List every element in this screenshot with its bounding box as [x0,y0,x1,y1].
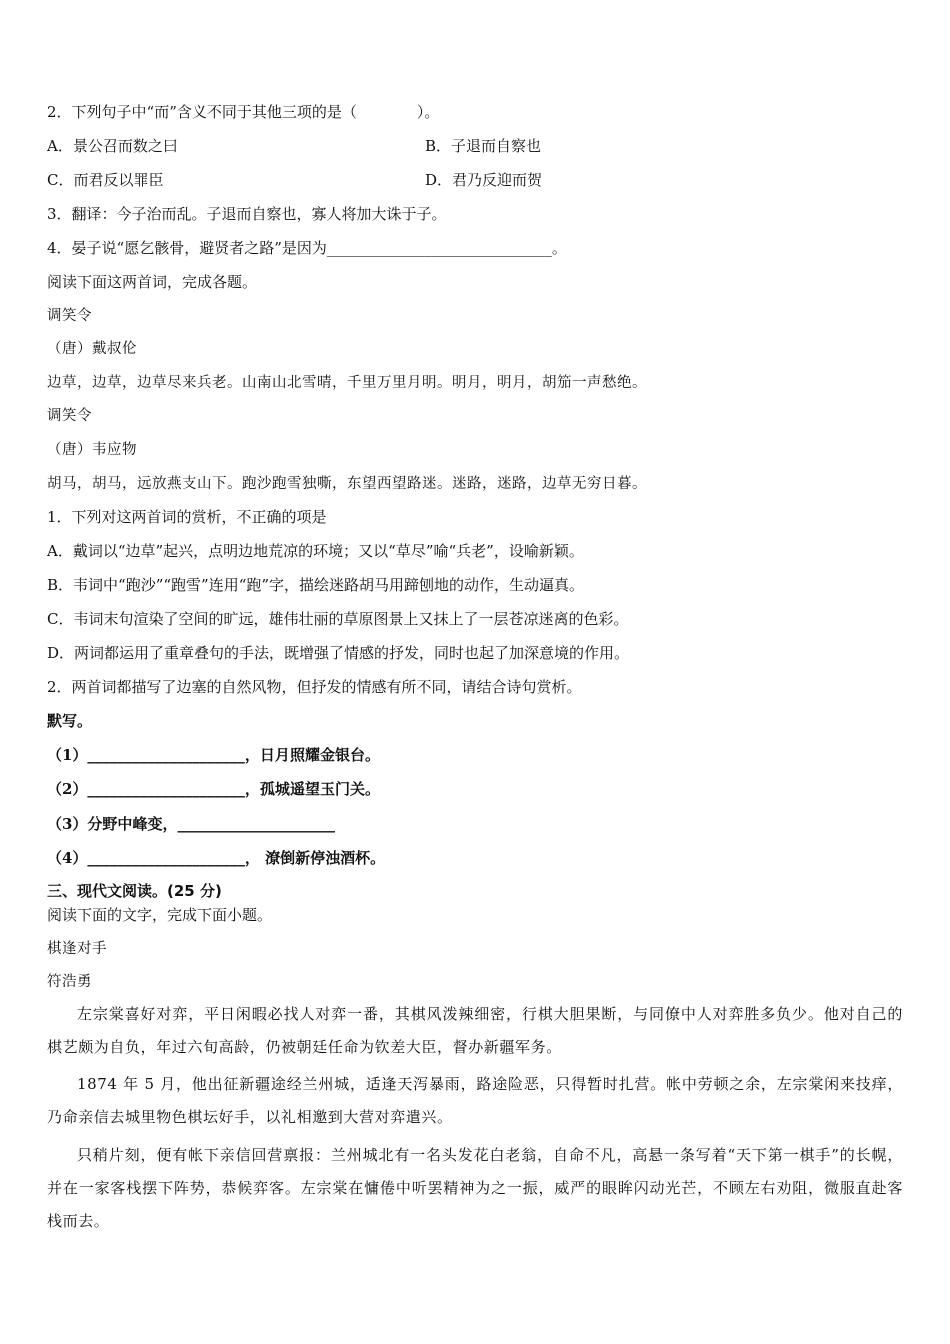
poem-option-b: B．韦词中“跑沙”“跑雪”连用“跑”字，描绘迷路胡马用蹄刨地的动作，生动逼真。 [47,576,585,594]
story-author: 符浩勇 [47,974,92,990]
dictation-item-3: （3）分野中峰变，_____________________ [47,815,335,833]
option-a: A．景公召而数之曰 [47,137,178,155]
story-paragraph-2: 1874 年 5 月，他出征新疆途经兰州城，适逢天泻暴雨，路途险恶，只得暂时扎营。帐中劳顿之余，左宗棠闲来技痒，乃命亲信去城里物色棋坛好手，以礼相邀到大营对弈遣兴。 [47,1075,903,1126]
poem1-title: 调笑令 [47,308,92,324]
dictation-item-2: （2）_____________________，孤城遥望玉门关。 [47,780,380,798]
option-d: D．君乃反迎而贺 [425,171,543,189]
poem2-title: 调笑令 [47,408,92,424]
poem1-text: 边草，边草，边草尽来兵老。山南山北雪晴，千里万里月明。明月，明月，胡笳一声愁绝。 [47,375,647,391]
story-paragraph-3: 只稍片刻，便有帐下亲信回营禀报：兰州城北有一名头发花白老翁，自命不凡，高悬一条写着“天下第一棋手”的长幌，并在一家客栈摆下阵势，恭候弈客。左宗棠在慵倦中听罢精神为之一振，威严的眼眸闪动光芒，不顾左右劝阻，微服直赴客栈而去。 [47,1146,903,1230]
dictation-item-4: （4）_____________________， 潦倒新停浊酒杯。 [47,849,386,867]
poem-question-1: 1．下列对这两首词的赏析，不正确的项是 [47,508,327,526]
option-row-1 [47,136,542,156]
option-b: B．子退而自察也 [425,137,542,155]
story-title: 棋逢对手 [47,941,107,957]
question-2: 2．下列句子中“而”含义不同于其他三项的是（ ）。 [47,103,440,121]
section-3-intro: 阅读下面的文字，完成下面小题。 [47,906,273,924]
poem2-text: 胡马，胡马，远放燕支山下。跑沙跑雪独嘶，东望西望路迷。迷路，迷路，边草无穷日暮。 [47,476,647,492]
story-paragraph-1: 左宗棠喜好对弈，平日闲暇必找人对弈一番，其棋风泼辣细密，行棋大胆果断，与同僚中人对弈胜多负少。他对自己的棋艺颇为自负，年过六旬高龄，仍被朝廷任命为钦差大臣，督办新疆军务。 [47,1005,903,1056]
poem-option-c: C．韦词末句渲染了空间的旷远，雄伟壮丽的草原图景上又抹上了一层苍凉迷离的色彩。 [47,610,629,628]
poem2-author: （唐）韦应物 [47,442,137,458]
question-3: 3．翻译：今子治而乱。子退而自察也，寡人将加大诛于子。 [47,205,447,223]
poem-option-d: D．两词都运用了重章叠句的手法，既增强了情感的抒发，同时也起了加深意境的作用。 [47,644,630,662]
option-row-2 [47,170,543,190]
poems-intro: 阅读下面这两首词，完成各题。 [47,273,258,291]
poem-question-2: 2．两首词都描写了边塞的自然风物，但抒发的情感有所不同，请结合诗句赏析。 [47,678,582,696]
poem-option-a: A．戴词以“边草”起兴，点明边地荒凉的环境；又以“草尽”喻“兵老”，设喻新颖。 [47,542,584,560]
poem1-author: （唐）戴叔伦 [47,341,137,357]
dictation-title: 默写。 [47,712,93,730]
option-c: C．而君反以罪臣 [47,171,164,189]
section-3-heading: 三、现代文阅读。(25 分) [47,882,222,900]
question-4: 4．晏子说“愿乞骸骨，避贤者之路”是因为______________________________。 [47,239,567,257]
dictation-item-1: （1）_____________________，日月照耀金银台。 [47,746,380,764]
